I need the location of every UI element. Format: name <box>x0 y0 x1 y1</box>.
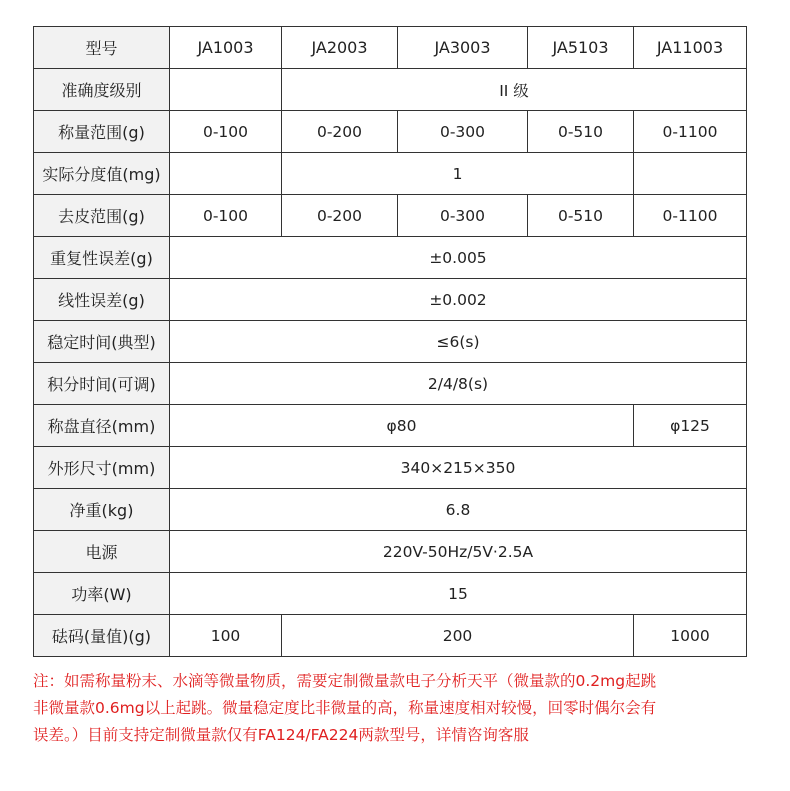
model-ja3003: JA3003 <box>398 27 528 69</box>
spec-table <box>33 26 747 657</box>
linearity-error-value: ±0.002 <box>170 279 747 321</box>
actual-division-value: 1 <box>282 153 634 195</box>
repeatability-error-label: 重复性误差(g) <box>34 237 170 279</box>
model-ja11003: JA11003 <box>634 27 747 69</box>
custom-order-note <box>33 668 758 749</box>
tare-range-value: 0-510 <box>528 195 634 237</box>
table-row-accuracy-class <box>34 69 747 111</box>
actual-division-empty-cell <box>634 153 747 195</box>
integration-time-value: 2/4/8(s) <box>170 363 747 405</box>
tare-range-value: 0-300 <box>398 195 528 237</box>
accuracy-class-label: 准确度级别 <box>34 69 170 111</box>
table-row-power-supply <box>34 531 747 573</box>
table-row-weighing-range <box>34 111 747 153</box>
model-ja1003: JA1003 <box>170 27 282 69</box>
table-row-tare-range <box>34 195 747 237</box>
calibration-weight-value: 1000 <box>634 615 747 657</box>
power-value: 15 <box>170 573 747 615</box>
table-row-net-weight <box>34 489 747 531</box>
stabilization-time-label: 稳定时间(典型) <box>34 321 170 363</box>
calibration-weight-value: 100 <box>170 615 282 657</box>
stabilization-time-value: ≤6(s) <box>170 321 747 363</box>
weighing-range-value: 0-1100 <box>634 111 747 153</box>
note-line: 误差。）目前支持定制微量款仅有FA124/FA224两款型号，详情咨询客服 <box>33 726 529 744</box>
net-weight-label: 净重(kg) <box>34 489 170 531</box>
tare-range-value: 0-200 <box>282 195 398 237</box>
table-row-actual-division <box>34 153 747 195</box>
net-weight-value: 6.8 <box>170 489 747 531</box>
pan-diameter-label: 称盘直径(mm) <box>34 405 170 447</box>
model-header-label: 型号 <box>34 27 170 69</box>
tare-range-label: 去皮范围(g) <box>34 195 170 237</box>
calibration-weight-label: 砝码(量值)(g) <box>34 615 170 657</box>
linearity-error-label: 线性误差(g) <box>34 279 170 321</box>
tare-range-value: 0-100 <box>170 195 282 237</box>
accuracy-class-empty-cell <box>170 69 282 111</box>
table-header-row <box>34 27 747 69</box>
weighing-range-value: 0-510 <box>528 111 634 153</box>
dimensions-label: 外形尺寸(mm) <box>34 447 170 489</box>
tare-range-value: 0-1100 <box>634 195 747 237</box>
accuracy-class-value: II 级 <box>282 69 747 111</box>
table-row-repeatability-error <box>34 237 747 279</box>
weighing-range-label: 称量范围(g) <box>34 111 170 153</box>
actual-division-label: 实际分度值(mg) <box>34 153 170 195</box>
model-ja5103: JA5103 <box>528 27 634 69</box>
table-row-calibration-weight <box>34 615 747 657</box>
weighing-range-value: 0-200 <box>282 111 398 153</box>
note-line: 非微量款0.6mg以上起跳。微量稳定度比非微量的高，称量速度相对较慢，回零时偶尔会有 <box>33 699 657 717</box>
repeatability-error-value: ±0.005 <box>170 237 747 279</box>
table-row-power <box>34 573 747 615</box>
table-row-stabilization-time <box>34 321 747 363</box>
dimensions-value: 340×215×350 <box>170 447 747 489</box>
table-row-linearity-error <box>34 279 747 321</box>
power-label: 功率(W) <box>34 573 170 615</box>
table-row-pan-diameter <box>34 405 747 447</box>
pan-diameter-value-large: φ125 <box>634 405 747 447</box>
power-supply-label: 电源 <box>34 531 170 573</box>
power-supply-value: 220V-50Hz/5V·2.5A <box>170 531 747 573</box>
model-ja2003: JA2003 <box>282 27 398 69</box>
note-line: 注：如需称量粉末、水滴等微量物质，需要定制微量款电子分析天平（微量款的0.2mg起跳 <box>33 672 657 690</box>
actual-division-empty-cell <box>170 153 282 195</box>
table-row-integration-time <box>34 363 747 405</box>
calibration-weight-value: 200 <box>282 615 634 657</box>
weighing-range-value: 0-300 <box>398 111 528 153</box>
table-row-dimensions <box>34 447 747 489</box>
weighing-range-value: 0-100 <box>170 111 282 153</box>
integration-time-label: 积分时间(可调) <box>34 363 170 405</box>
pan-diameter-value-small: φ80 <box>170 405 634 447</box>
